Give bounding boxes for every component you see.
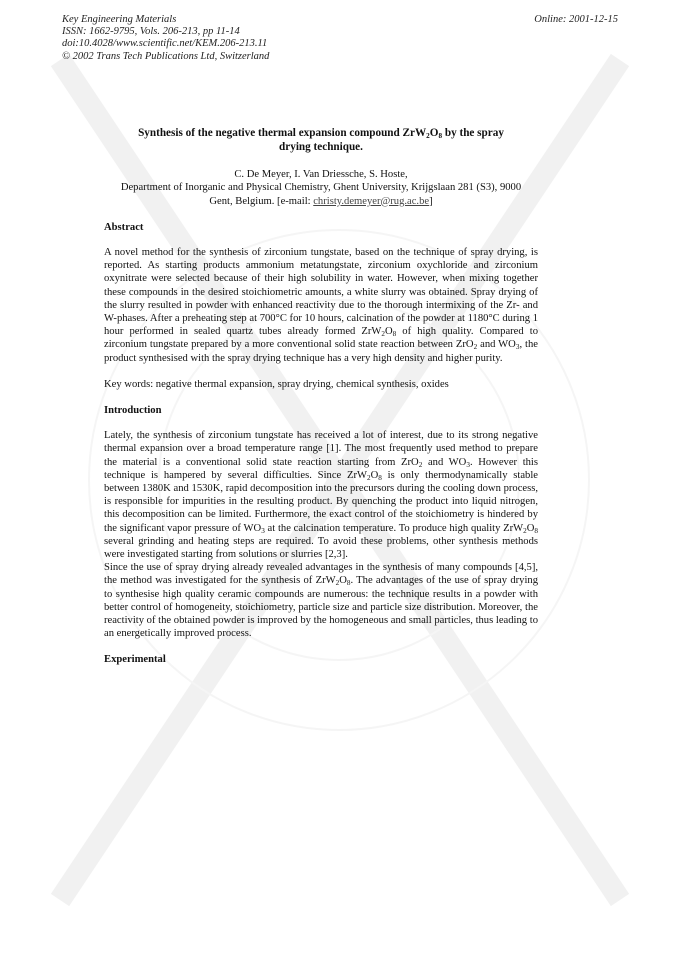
author-list: C. De Meyer, I. Van Driessche, S. Hoste,: [234, 169, 408, 181]
paper-title: Synthesis of the negative thermal expansion compound $ZrW_2O_8$ by the spray drying technique.: [138, 127, 504, 153]
affiliation-line-2: Gent, Belgium. [e-mail: christy.demeyer@rug.ac.be]: [209, 195, 433, 207]
doi-line: doi:10.4028/www.scientific.net/KEM.206-213.11: [62, 38, 268, 50]
journal-name: Key Engineering Materials: [62, 14, 177, 25]
experimental-heading: Experimental: [104, 654, 166, 666]
keywords: Key words: negative thermal expansion, spray drying, chemical synthesis, oxides: [104, 378, 449, 390]
abstract-text: A novel method for the synthesis of zirconium tungstate, based on the technique of spray drying, is reported. As starting products ammonium metatungstate, zirconium oxychloride and zirconium oxynitrate were selected because of their high solubility in water. However, when mixing together these compounds in the desired stoichiometric amounts, a white slurry was obtained. Spray drying of the slurry resulted in powder with enhanced reactivity due to the thorough intermixing of the Zr- and W-phases. After a preheating step at 700°C for 10 hours, calcination of the powder at 1180°C during 1 hour performed in sealed quartz tubes already formed $ZrW_2O_8$ of high quality. Compared to zirconium tungstate prepared by a more conventional solid state reaction between ZrO$_2$ and $WO_3$, the product synthesised with the spray drying technique has a very high density and higher purity.: [104, 247, 538, 364]
affiliation: [104, 181, 538, 207]
email-link[interactable]: christy.demeyer@rug.ac.be: [313, 195, 430, 207]
abstract-heading: Abstract: [104, 221, 144, 233]
issn-line: ISSN: 1662-9795, Vols. 206-213, pp 11-14: [62, 26, 240, 38]
affiliation-line-1: Department of Inorganic and Physical Chemistry, Ghent University, Krijgslaan 281 (S3), 9000: [120, 182, 522, 194]
introduction-paragraph-1: Lately, the synthesis of zirconium tungstate has received a lot of interest, due to its strong negative thermal expansion over a broad temperature range [1]. The most frequently used method to prepare the material is a conventional solid state reaction starting from ZrO$_2$ and $WO_3$. However this technique is hampered by several difficulties. Since $ZrW_2O_8$ is only thermodynamically stable between 1380K and 1530K, rapid decomposition into the precursors during the cooling down process, is responsible for impurities in the resulting product. By quenching the product into liquid nitrogen, this decomposition can be limited. Furthermore, the exact control of the stoichiometry is hindered by the significant vapor pressure of $WO_3$ at the calcination temperature. To produce high quality $ZrW_2O_8$ several grinding and heating steps are required. To avoid these problems, other synthesis methods were investigated starting from solutions or slurries [2,3].: [104, 430, 539, 561]
journal-header: [62, 14, 618, 63]
online-date: Online: 2001-12-15: [534, 14, 618, 25]
introduction-heading: Introduction: [104, 405, 162, 417]
paper-body: [104, 127, 538, 679]
introduction-paragraph-2: Since the use of spray drying already revealed advantages in the synthesis of many compounds [4,5], the method was investigated for the synthesis of $ZrW_2O_8$. The advantages of the use of spray drying to synthesise high quality ceramic compounds are numerous: the technique results in a powder with better control of homogeneity, stoichiometry, particle size and particle size distribution. Moreover, the reactivity of the obtained powder is improved by the homogeneous and small particles, thus leading to an energetically improved process.: [104, 562, 538, 640]
copyright-line: © 2002 Trans Tech Publications Ltd, Switzerland: [62, 50, 270, 62]
